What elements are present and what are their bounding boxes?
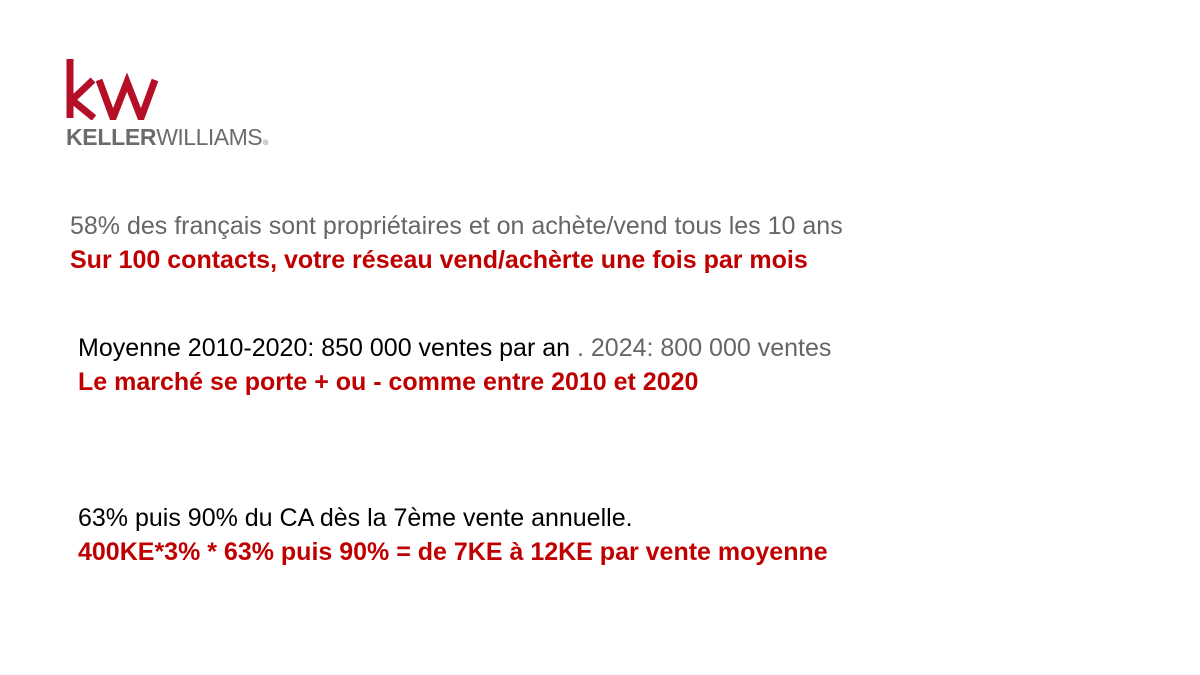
keller-williams-logo	[66, 58, 276, 153]
kw-logo-mark	[66, 58, 166, 120]
ownership-section	[70, 209, 843, 277]
ownership-highlight: Sur 100 contacts, votre réseau vend/achèrte une fois par mois	[70, 246, 808, 274]
wordmark-williams: WILLIAMS	[156, 124, 263, 150]
commission-section	[78, 501, 828, 569]
market-section	[78, 331, 831, 399]
market-highlight: Le marché se porte + ou - comme entre 2010 et 2020	[78, 368, 699, 396]
keller-williams-wordmark	[66, 124, 268, 157]
market-average: Moyenne 2010-2020: 850 000 ventes par an	[78, 334, 571, 362]
market-2024: . 2024: 800 000 ventes	[570, 334, 832, 362]
commission-highlight: 400KE*3% * 63% puis 90% = de 7KE à 12KE par vente moyenne	[78, 538, 828, 566]
registered-mark: ®	[263, 140, 268, 147]
market-statement	[78, 331, 831, 365]
wordmark-keller: KELLER	[66, 124, 157, 150]
commission-statement: 63% puis 90% du CA dès la 7ème vente annuelle.	[78, 504, 633, 532]
ownership-statement: 58% des français sont propriétaires et on achète/vend tous les 10 ans	[70, 212, 843, 240]
